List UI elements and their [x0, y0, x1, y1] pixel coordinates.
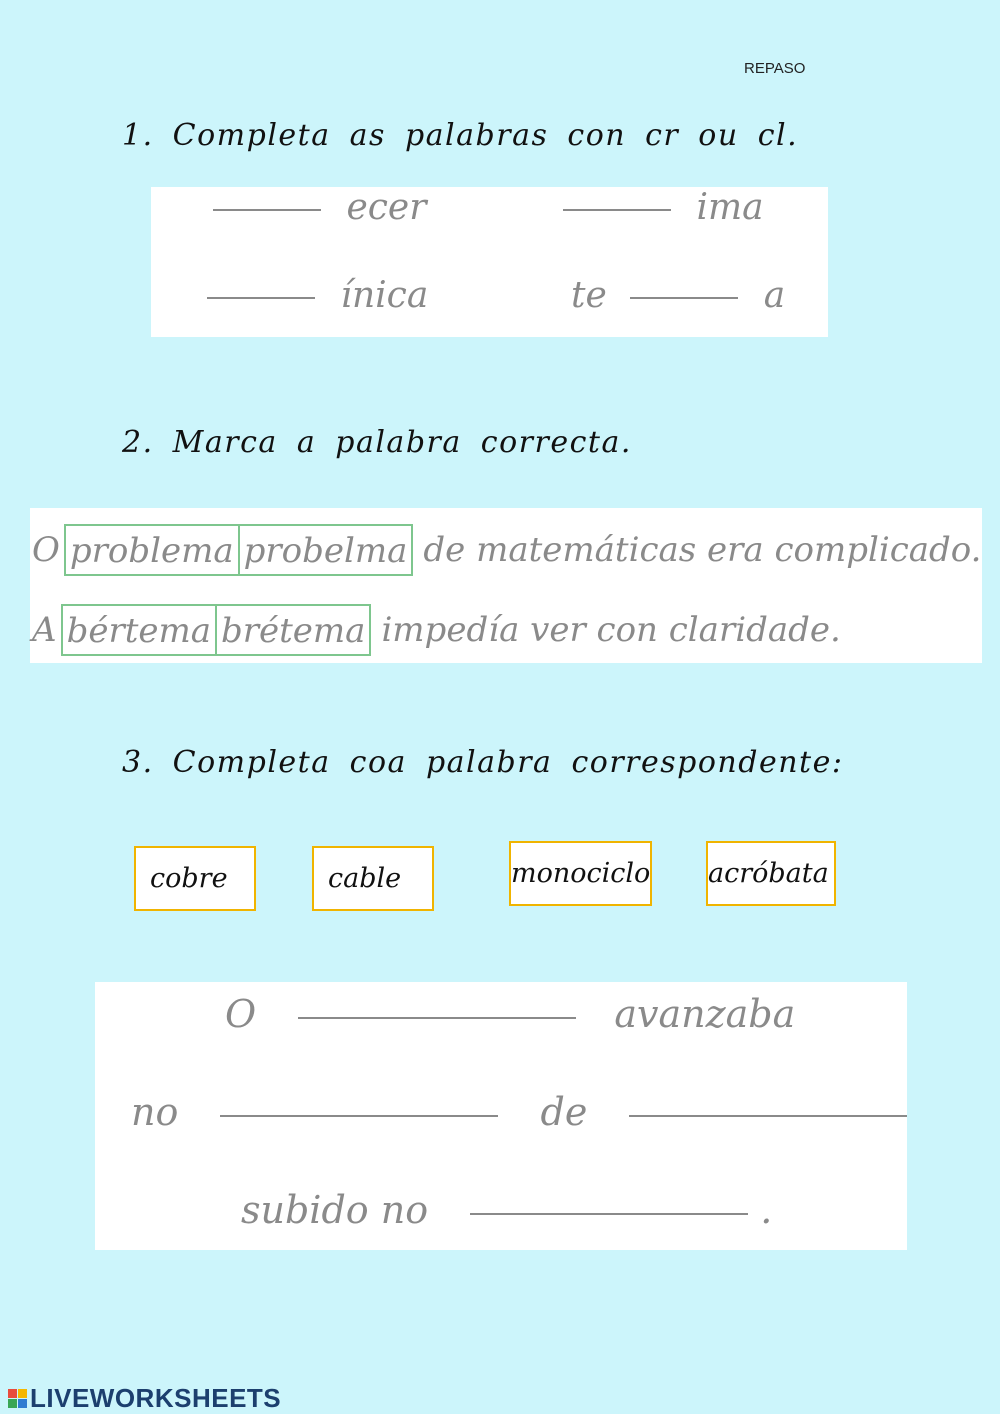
exercise-3-panel [95, 982, 907, 1250]
answer-blank[interactable] [220, 1115, 498, 1117]
liveworksheets-icon [8, 1389, 27, 1408]
word-tile-acrobata[interactable]: acróbata [706, 841, 836, 906]
repaso-label: REPASO [744, 60, 806, 77]
text-line-3: subido no . [241, 1188, 773, 1232]
exercise-1-panel [151, 187, 828, 337]
exercise-2-title: 2. Marca a palabra correcta. [122, 425, 632, 460]
exercise-1-item: ima [563, 187, 764, 228]
answer-blank[interactable] [563, 209, 671, 211]
liveworksheets-logo: LIVEWORKSHEETS [8, 1383, 281, 1414]
answer-blank[interactable] [213, 209, 321, 211]
answer-blank[interactable] [207, 297, 315, 299]
sentence-2: A bértema brétema impedía ver con claridade. [32, 604, 841, 656]
choice-option[interactable]: bértema [61, 604, 217, 656]
exercise-1-title: 1. Completa as palabras con cr ou cl. [122, 118, 799, 153]
exercise-1-item: ecer [213, 187, 426, 228]
answer-blank[interactable] [630, 297, 738, 299]
word-tile-monociclo[interactable]: monociclo [509, 841, 652, 906]
answer-blank[interactable] [298, 1017, 576, 1019]
text-line-2: no de [131, 1090, 907, 1134]
answer-blank[interactable] [470, 1213, 748, 1215]
exercise-3-title: 3. Completa coa palabra correspondente: [122, 745, 844, 780]
word-tile-cable[interactable]: cable [312, 846, 434, 911]
choice-option[interactable]: probelma [238, 524, 414, 576]
sentence-1: O problema probelma de matemáticas era complicado. [32, 524, 981, 576]
answer-blank[interactable] [629, 1115, 907, 1117]
text-line-1: O avanzaba [225, 992, 796, 1036]
choice-option[interactable]: brétema [215, 604, 371, 656]
exercise-2-panel [30, 508, 982, 663]
choice-option[interactable]: problema [64, 524, 240, 576]
word-tile-cobre[interactable]: cobre [134, 846, 256, 911]
exercise-1-item: te a [571, 275, 786, 316]
exercise-1-item: ínica [207, 275, 428, 316]
